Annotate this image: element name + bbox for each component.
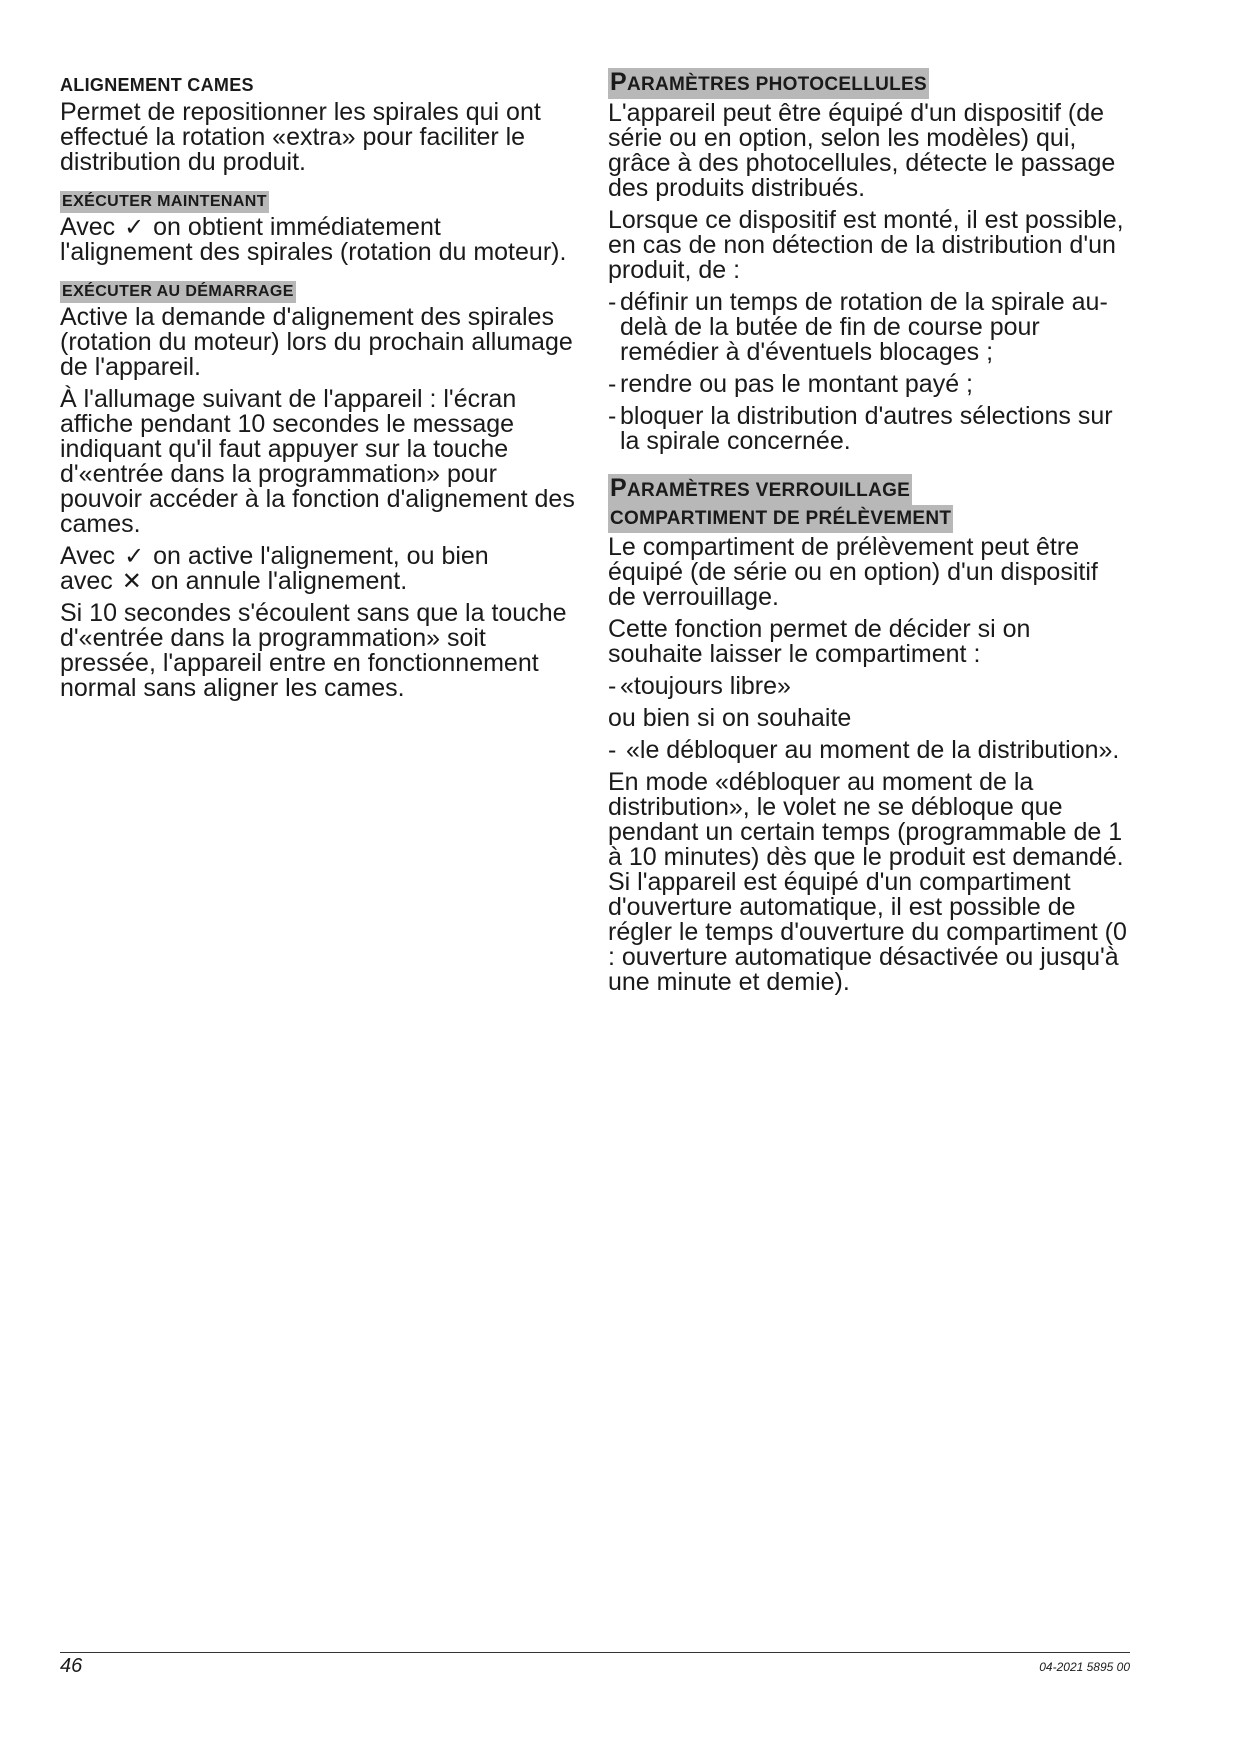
cross-icon: ✕ <box>121 567 142 595</box>
demarrage-paragraph-4: Si 10 secondes s'écoulent sans que la touche d'«entrée dans la programmation» soit pressée, l'appareil entre en fonctionnement normal sans aligner les cames. <box>60 599 567 702</box>
subheading-executer-au-demarrage: EXÉCUTER AU DÉMARRAGE <box>60 281 296 303</box>
footer-divider <box>60 1652 1130 1653</box>
heading-initial: P <box>610 474 627 502</box>
heading-rest: ARAMÈTRES VERROUILLAGE <box>626 480 911 501</box>
list-item: - «toujours libre» <box>608 674 1128 699</box>
verrouillage-paragraph-5: Si l'appareil est équipé d'un compartiment d'ouverture automatique, il est possible de régler le temps d'ouverture du compartiment (0 : ouverture automatique désactivée ou jusqu'à une minute et demie). <box>608 868 1127 996</box>
demarrage-paragraph-3 <box>60 544 580 594</box>
check-icon: ✓ <box>124 213 145 241</box>
list-item: - définir un temps de rotation de la spirale au-delà de la butée de fin de course pour remédier à d'éventuels blocages ; <box>608 290 1128 365</box>
list-item: - bloquer la distribution d'autres sélections sur la spirale concernée. <box>608 404 1128 454</box>
executer-maintenant-text <box>60 215 580 265</box>
left-column <box>60 68 580 708</box>
section-title-verrouillage-line-2: COMPARTIMENT DE PRÉLÈVEMENT <box>608 505 953 533</box>
section-title-verrouillage-line-1 <box>608 474 912 505</box>
check-icon: ✓ <box>124 542 145 570</box>
section-title-alignement-cames: ALIGNEMENT CAMES <box>60 75 254 95</box>
heading-rest: ARAMÈTRES PHOTOCELLULES <box>626 74 927 95</box>
subheading-executer-maintenant: EXÉCUTER MAINTENANT <box>60 191 269 213</box>
list-item: - rendre ou pas le montant payé ; <box>608 372 1128 397</box>
activate-alignment-text: on active l'alignement, ou bien <box>153 542 489 570</box>
list-item-text: «le débloquer au moment de la distribution». <box>626 736 1120 764</box>
photocellules-paragraph-2: Lorsque ce dispositif est monté, il est possible, en cas de non détection de la distribution d'un produit, de : <box>608 206 1124 284</box>
photocellules-paragraph-1: L'appareil peut être équipé d'un dispositif (de série ou en option, selon les modèles) qui, grâce à des photocellules, détecte le passage des produits distribués. <box>608 99 1116 202</box>
verrouillage-paragraph-4: En mode «débloquer au moment de la distribution», le volet ne se débloque que pendant un certain temps (programmable de 1 à 10 minutes) dès que le produit est demandé. <box>608 768 1124 871</box>
section-title-photocellules <box>608 68 929 99</box>
demarrage-paragraph-2: À l'allumage suivant de l'appareil : l'écran affiche pendant 10 secondes le message indiquant qu'il faut appuyer sur la touche d'«entrée dans la programmation» pour pouvoir accéder à la fonction d'alignement des cames. <box>60 385 575 538</box>
avec-label: Avec <box>60 213 116 241</box>
list-item-text: rendre ou pas le montant payé ; <box>620 370 974 398</box>
verrouillage-paragraph-1: Le compartiment de prélèvement peut être équipé (de série ou en option) d'un dispositif de verrouillage. <box>608 533 1098 611</box>
demarrage-paragraph-1: Active la demande d'alignement des spirales (rotation du moteur) lors du prochain allumage de l'appareil. <box>60 303 573 381</box>
section-title-verrouillage <box>608 474 1128 533</box>
right-column <box>608 68 1128 1002</box>
alignement-intro: Permet de repositionner les spirales qui ont effectué la rotation «extra» pour faciliter le distribution du produit. <box>60 98 541 176</box>
list-item-text: «toujours libre» <box>620 672 791 700</box>
heading-initial: P <box>610 68 627 96</box>
list-item: - «le débloquer au moment de la distribution». <box>608 738 1128 763</box>
list-item-text: bloquer la distribution d'autres sélections sur la spirale concernée. <box>620 402 1113 455</box>
cancel-alignment-text: on annule l'alignement. <box>150 567 408 595</box>
verrouillage-paragraph-3: ou bien si on souhaite <box>608 704 852 732</box>
verrouillage-paragraph-2: Cette fonction permet de décider si on souhaite laisser le compartiment : <box>608 615 1031 668</box>
avec-label: avec <box>60 567 113 595</box>
avec-label: Avec <box>60 542 116 570</box>
document-reference: 04-2021 5895 00 <box>1039 1660 1130 1674</box>
list-item-text: définir un temps de rotation de la spirale au-delà de la butée de fin de course pour remédier à d'éventuels blocages ; <box>620 288 1108 366</box>
executer-maintenant-desc: on obtient immédiatement l'alignement des spirales (rotation du moteur). <box>60 213 567 266</box>
page-number: 46 <box>60 1655 83 1677</box>
